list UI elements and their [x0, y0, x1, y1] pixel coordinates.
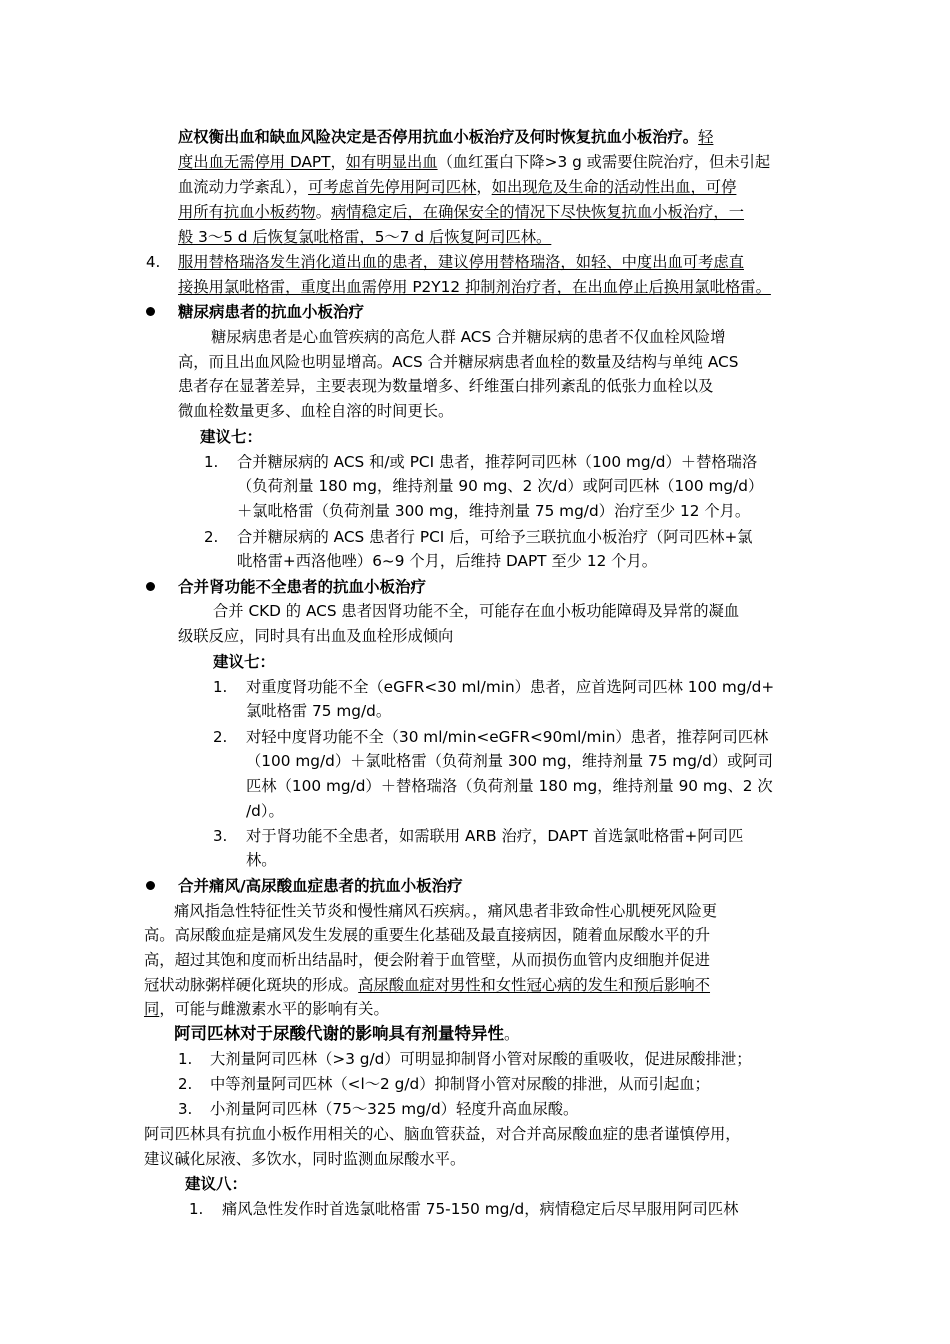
list-item-line: 合并糖尿病的 ACS 和/或 PCI 患者，推荐阿司匹林（100 mg/d）＋替格瑞洛 [237, 453, 758, 471]
text: 血流动力学紊乱） [178, 178, 293, 196]
para-line: 患者存在显著差异，主要表现为数量增多、纤维蛋白排列紊乱的低张力血栓以及 [178, 377, 714, 395]
para-line: 高。高尿酸血症是痛风发生发展的重要生化基础及最直接病因，随着血尿酸水平的升 [144, 926, 710, 944]
recommendation-title: 建议七： [200, 428, 263, 446]
section-heading: 糖尿病患者的抗血小板治疗 [178, 303, 365, 321]
list-number: 2. [178, 1075, 193, 1093]
list-item-line: （100 mg/d）＋氯吡格雷（负荷剂量 300 mg，维持剂量 75 mg/d）或阿司 [246, 752, 773, 770]
para-line [178, 125, 713, 149]
list-item-line: 接换用氯吡格雷，重度出血需停用 P2Y12 抑制剂治疗者，在出血停止后换用氯吡格雷。 [178, 278, 771, 296]
underlined-text: 用所有抗血小板药物 [178, 203, 316, 221]
text: 。 [504, 1025, 520, 1043]
bold-text: 阿司匹林对于尿酸代谢的影响具有剂量特异性 [174, 1024, 504, 1043]
list-item-line: 吡格雷+西洛他唑）6~9 个月，后维持 DAPT 至少 12 个月。 [237, 552, 658, 570]
list-number: 1. [213, 678, 228, 696]
text: ， [476, 178, 492, 196]
para-line [144, 997, 389, 1021]
list-item-line: 大剂量阿司匹林（>3 g/d）可明显抑制肾小管对尿酸的重吸收，促进尿酸排泄； [210, 1050, 752, 1068]
list-number: 3. [213, 827, 228, 845]
underlined-text: 度出血无需停用 DAPT [178, 153, 331, 171]
list-item-line: 氯吡格雷 75 mg/d。 [246, 702, 392, 720]
text: （血红蛋白下降>3 g 或需要住院治疗，但未引起 [437, 153, 771, 171]
section-heading: 合并痛风/高尿酸血症患者的抗血小板治疗 [178, 877, 463, 895]
list-item-line: 服用替格瑞洛发生消化道出血的患者，建议停用替格瑞洛，如轻、中度出血可考虑直 [178, 253, 744, 271]
section-heading: 合并肾功能不全患者的抗血小板治疗 [178, 578, 427, 596]
para-line [178, 150, 770, 174]
text: ，可能与雌激素水平的影响有关。 [159, 1000, 389, 1018]
list-item-line: 中等剂量阿司匹林（<l～2 g/d）抑制肾小管对尿酸的排泄，从而引起血； [210, 1075, 710, 1093]
text: 冠状动脉粥样硬化斑块的形成。 [144, 976, 359, 994]
underlined-text: 如有明显出血 [345, 153, 438, 171]
list-number: 3. [178, 1100, 193, 1118]
list-item-line: 对于肾功能不全患者，如需联用 ARB 治疗，DAPT 首选氯吡格雷+阿司匹 [246, 827, 744, 845]
para-line: 般 3～5 d 后恢复氯吡格雷，5～7 d 后恢复阿司匹林。 [178, 228, 552, 246]
para-line: 微血栓数量更多、血栓自溶的时间更长。 [178, 402, 454, 420]
list-number: 1. [189, 1200, 204, 1218]
underlined-text: 可考虑首先停用阿司匹林 [308, 178, 477, 196]
text: ， [330, 153, 346, 171]
para-line: 糖尿病患者是心血管疾病的高危人群 ACS 合并糖尿病的患者不仅血栓风险增 [211, 328, 726, 346]
list-number: 1. [178, 1050, 193, 1068]
para-line: 高，而且出血风险也明显增高。ACS 合并糖尿病患者血栓的数量及结构与单纯 ACS [178, 353, 739, 371]
bullet-icon [146, 881, 155, 890]
list-item-line: 痛风急性发作时首选氯吡格雷 75-150 mg/d，病情稳定后尽早服用阿司匹林 [222, 1200, 739, 1218]
para-line: 级联反应，同时具有出血及血栓形成倾向 [178, 627, 454, 645]
para-line [144, 973, 710, 997]
list-number: 2. [204, 528, 219, 546]
list-item-line: ＋氯吡格雷（负荷剂量 300 mg，维持剂量 75 mg/d）治疗至少 12 个月。 [237, 502, 751, 520]
list-number: 2. [213, 728, 228, 746]
para-line: 建议碱化尿液、多饮水，同时监测血尿酸水平。 [144, 1150, 466, 1168]
recommendation-title: 建议八： [185, 1175, 248, 1193]
recommendation-title: 建议七： [213, 653, 276, 671]
text: 。 [315, 203, 331, 221]
list-item-line: 匹林（100 mg/d）＋替格瑞洛（负荷剂量 180 mg，维持剂量 90 mg、2 次 [246, 777, 773, 795]
bold-text: 应权衡出血和缺血风险决定是否停用抗血小板治疗及何时恢复抗血小板治疗。 [178, 128, 699, 146]
list-item-line: 小剂量阿司匹林（75～325 mg/d）轻度升高血尿酸。 [210, 1100, 579, 1118]
underlined-text: 轻 [698, 128, 714, 146]
para-line: 痛风指急性特征性关节炎和慢性痛风石疾病。，痛风患者非致命性心肌梗死风险更 [174, 902, 718, 920]
list-number: 1. [204, 453, 219, 471]
underlined-text: 病情稳定后，在确保安全的情况下尽快恢复抗血小板治疗，一 [331, 203, 745, 221]
underlined-text: 高尿酸血症对男性和女性冠心病的发生和预后影响不 [358, 976, 711, 994]
list-item-line: 林。 [246, 851, 277, 869]
dose-title [174, 1022, 519, 1046]
underlined-text: 同 [144, 1000, 160, 1018]
list-item-line: 对重度肾功能不全（eGFR<30 ml/min）患者，应首选阿司匹林 100 mg/d+ [246, 678, 775, 696]
list-number: 4. [146, 253, 161, 271]
text: ， [292, 178, 309, 196]
bullet-icon [146, 307, 155, 316]
para-line [178, 200, 744, 224]
list-item-line: /d）。 [246, 802, 284, 820]
list-item-line: 对轻中度肾功能不全（30 ml/min<eGFR<90ml/min）患者，推荐阿司匹林 [246, 728, 769, 746]
bullet-icon [146, 582, 155, 591]
para-line: 阿司匹林具有抗血小板作用相关的心、脑血管获益，对合并高尿酸血症的患者谨慎停用， [144, 1125, 741, 1143]
list-item-line: 合并糖尿病的 ACS 患者行 PCI 后，可给予三联抗血小板治疗（阿司匹林+氯 [237, 528, 753, 546]
para-line [178, 175, 736, 199]
para-line: 高，超过其饱和度而析出结晶时，便会附着于血管壁，从而损伤血管内皮细胞并促进 [144, 951, 710, 969]
underlined-text: 如出现危及生命的活动性出血，可停 [491, 178, 737, 196]
para-line: 合并 CKD 的 ACS 患者因肾功能不全，可能存在血小板功能障碍及异常的凝血 [213, 602, 740, 620]
list-item-line: （负荷剂量 180 mg，维持剂量 90 mg、2 次/d）或阿司匹林（100 mg/d） [237, 477, 764, 495]
